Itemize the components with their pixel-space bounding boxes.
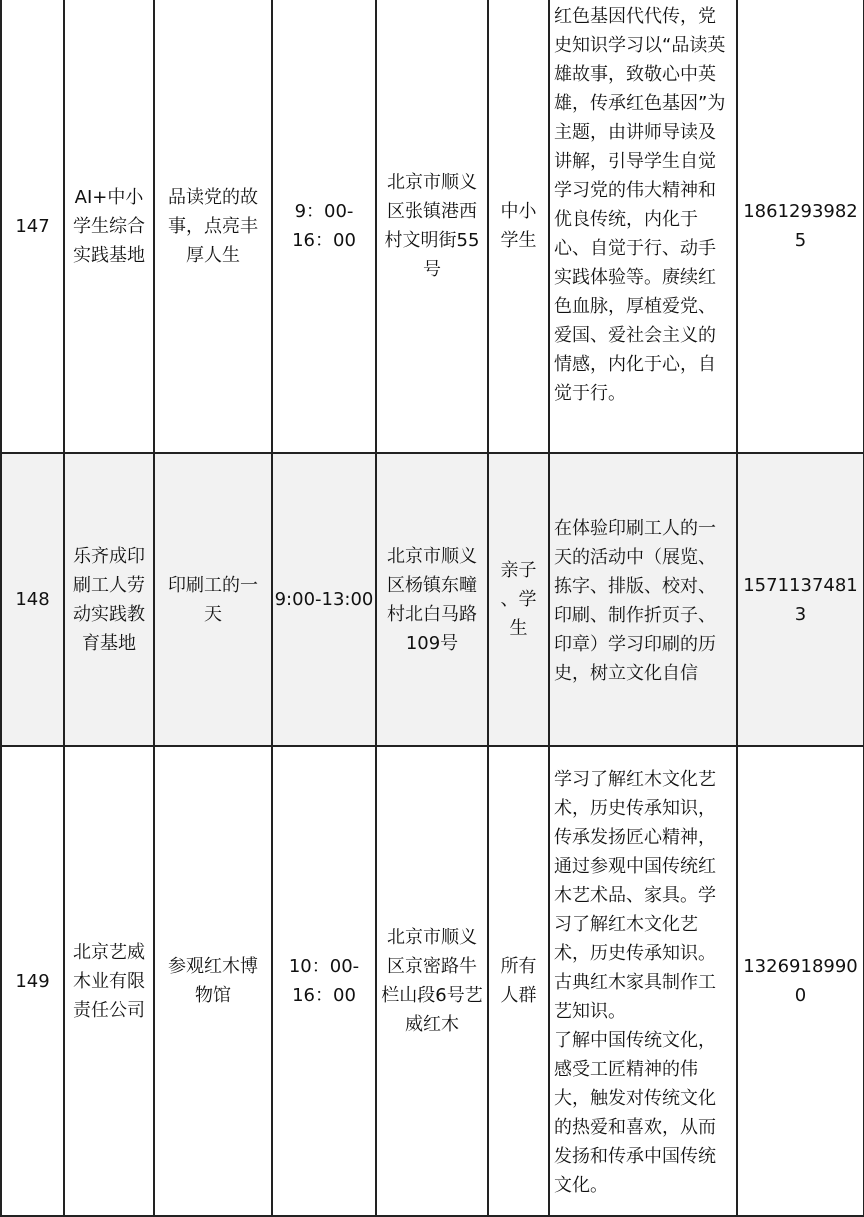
table-row <box>1 453 864 746</box>
venue-name: AI+中小 学生综合 实践基地 <box>64 0 154 453</box>
table-row <box>1 746 864 1216</box>
table-row <box>1 0 864 453</box>
activity-name: 印刷工的一 天 <box>154 453 272 746</box>
contact-phone: 1326918990 0 <box>737 746 864 1216</box>
activity-description: 红色基因代代传，党史知识学习以“品读英雄故事，致敬心中英雄，传承红色基因”为主题，由讲师导读及讲解，引导学生自觉学习党的伟大精神和优良传统，内化于心、自觉于行、动手实践体验等。赓续红色血脉，厚植爱党、爱国、爱社会主义的情感，内化于心，自觉于行。 <box>549 0 737 453</box>
venue-address: 北京市顺义 区张镇港西 村文明街55 号 <box>376 0 488 453</box>
contact-phone: 1861293982 5 <box>737 0 864 453</box>
activity-name: 参观红木博 物馆 <box>154 746 272 1216</box>
activity-description: 在体验印刷工人的一天的活动中（展览、拣字、排版、校对、印刷、制作折页子、印章）学习印刷的历史，树立文化自信 <box>549 453 737 746</box>
activity-name: 品读党的故 事，点亮丰 厚人生 <box>154 0 272 453</box>
venue-name: 北京艺威 木业有限 责任公司 <box>64 746 154 1216</box>
row-number: 147 <box>1 0 64 453</box>
venue-address: 北京市顺义 区京密路牛 栏山段6号艺 威红木 <box>376 746 488 1216</box>
row-number: 149 <box>1 746 64 1216</box>
activity-time: 10：00- 16：00 <box>272 746 376 1216</box>
row-number: 148 <box>1 453 64 746</box>
activity-time: 9：00- 16：00 <box>272 0 376 453</box>
activity-description: 学习了解红木文化艺术，历史传承知识，传承发扬匠心精神，通过参观中国传统红木艺术品、家具。学习了解红木文化艺术，历史传承知识。古典红木家具制作工艺知识。 了解中国传统文化，感受工匠精神的伟大，触发对传统文化的热爱和喜欢，从而发扬和传承中国传统文化。 <box>549 746 737 1216</box>
target-audience: 中小 学生 <box>488 0 549 453</box>
contact-phone: 1571137481 3 <box>737 453 864 746</box>
venue-name: 乐齐成印 刷工人劳 动实践教 育基地 <box>64 453 154 746</box>
activity-time: 9:00-13:00 <box>272 453 376 746</box>
target-audience: 亲子 、学 生 <box>488 453 549 746</box>
target-audience: 所有 人群 <box>488 746 549 1216</box>
venue-address: 北京市顺义 区杨镇东疃 村北白马路 109号 <box>376 453 488 746</box>
